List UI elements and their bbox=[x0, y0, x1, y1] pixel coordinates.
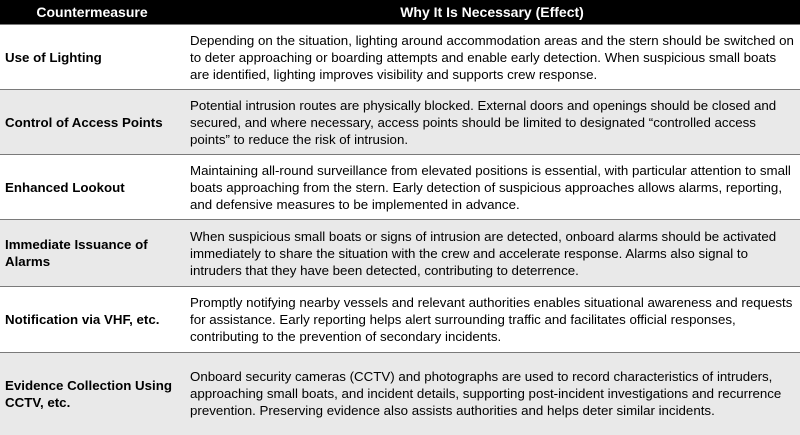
table-row bbox=[0, 287, 800, 353]
countermeasure-cell: Notification via VHF, etc. bbox=[0, 287, 184, 353]
header-row bbox=[0, 0, 800, 25]
table-row bbox=[0, 90, 800, 155]
effect-cell: Onboard security cameras (CCTV) and photographs are used to record characteristics of intruders, approaching small boats, and incident details, supporting post-incident investigations and recurrence prevention. Preserving evidence also assists authorities and helps deter similar incidents. bbox=[184, 353, 800, 435]
countermeasure-cell: Use of Lighting bbox=[0, 25, 184, 90]
effect-cell: Depending on the situation, lighting around accommodation areas and the stern should be switched on to deter approaching or boarding attempts and enable early detection. When suspicious small boats are identified, lighting improves visibility and supports crew response. bbox=[184, 25, 800, 90]
table-row bbox=[0, 220, 800, 287]
header-countermeasure: Countermeasure bbox=[0, 0, 184, 25]
effect-cell: Potential intrusion routes are physically blocked. External doors and openings should be closed and secured, and where necessary, access points should be limited to designated “controlled access points” to reduce the risk of intrusion. bbox=[184, 90, 800, 155]
countermeasure-cell: Evidence Collection Using CCTV, etc. bbox=[0, 353, 184, 435]
table-row bbox=[0, 25, 800, 90]
countermeasure-cell: Enhanced Lookout bbox=[0, 155, 184, 220]
header-effect: Why It Is Necessary (Effect) bbox=[184, 0, 800, 25]
countermeasure-cell: Immediate Issuance of Alarms bbox=[0, 220, 184, 287]
table-row bbox=[0, 353, 800, 435]
effect-cell: Promptly notifying nearby vessels and relevant authorities enables situational awareness and requests for assistance. Early reporting helps alert surrounding traffic and facilitates official responses, contributing to the prevention of secondary incidents. bbox=[184, 287, 800, 353]
countermeasure-cell: Control of Access Points bbox=[0, 90, 184, 155]
effect-cell: When suspicious small boats or signs of intrusion are detected, onboard alarms should be activated immediately to share the situation with the crew and accelerate response. Alarms also signal to intruders that they have been detected, contributing to deterrence. bbox=[184, 220, 800, 287]
table-row bbox=[0, 155, 800, 220]
effect-cell: Maintaining all-round surveillance from elevated positions is essential, with particular attention to small boats approaching from the stern. Early detection of suspicious approaches allows alarms, reporting, and defensive measures to be implemented in advance. bbox=[184, 155, 800, 220]
